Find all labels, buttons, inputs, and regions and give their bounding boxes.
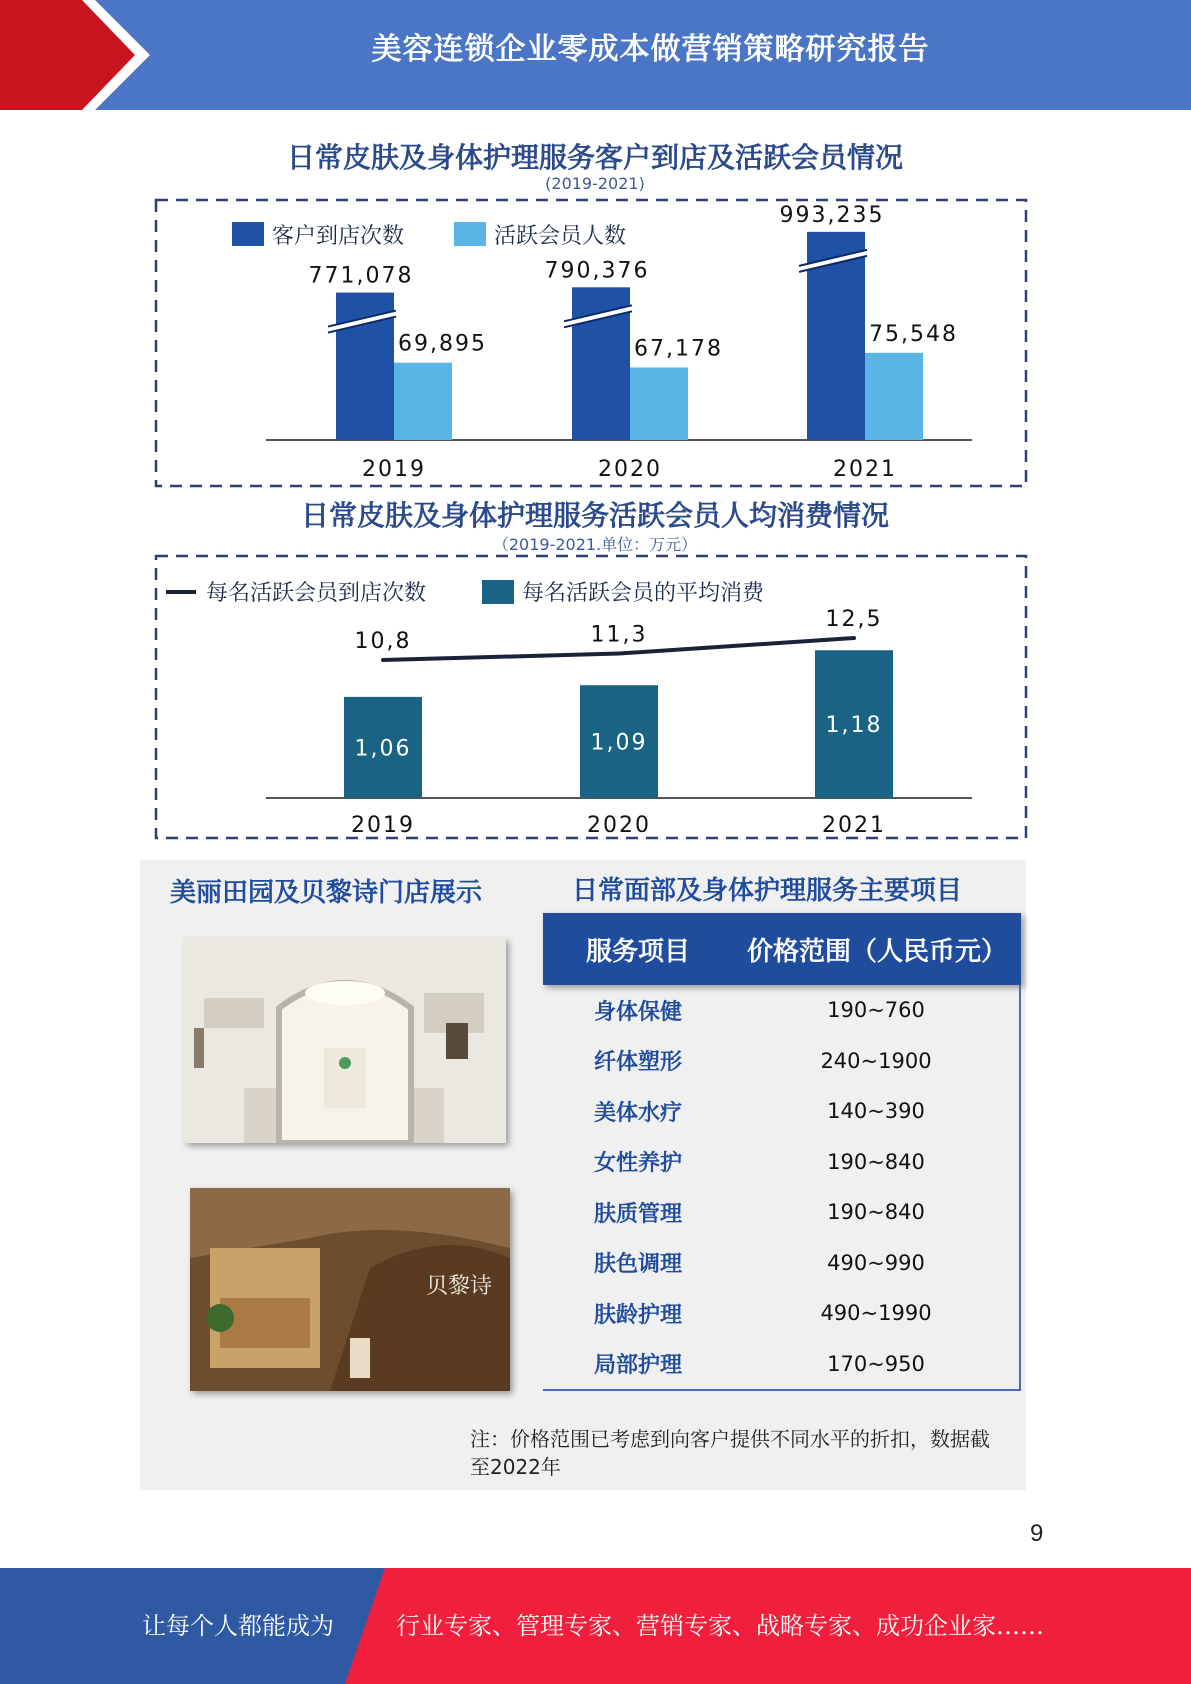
table-row (543, 1187, 1019, 1238)
chart2-title: 日常皮肤及身体护理服务活跃会员人均消费情况 (300, 499, 889, 532)
store-photo-1 (184, 938, 506, 1143)
service-price: 240~1900 (820, 1048, 932, 1073)
chart1-category-2019: 2019 (362, 457, 426, 482)
chart2-plot (140, 492, 1050, 842)
chart-visits-members (140, 128, 1050, 490)
table-body (543, 985, 1021, 1391)
service-price: 190~840 (827, 1200, 925, 1225)
service-price: 140~390 (827, 1099, 925, 1124)
service-price: 490~990 (827, 1250, 925, 1275)
footer-slogan-left: 让每个人都能成为 (142, 1612, 334, 1640)
chart1-label-members-2020: 67,178 (634, 336, 723, 362)
service-price: 190~760 (827, 998, 925, 1023)
table-row (543, 1238, 1019, 1289)
chart1-subtitle: (2019-2021) (545, 174, 645, 193)
chart1-category-2021: 2021 (833, 457, 897, 482)
chart2-legend-label-1: 每名活跃会员的平均消费 (522, 581, 765, 606)
page-number: 9 (1030, 1520, 1044, 1547)
store-photo-2 (190, 1188, 510, 1391)
chart1-title: 日常皮肤及身体护理服务客户到店及活跃会员情况 (286, 141, 903, 174)
table-row (543, 1137, 1019, 1188)
chart2-category-2021: 2021 (822, 813, 886, 838)
chart1-label-members-2019: 69,895 (398, 331, 487, 357)
table-row (543, 1086, 1019, 1137)
service-name: 美体水疗 (593, 1100, 682, 1126)
service-name: 肤龄护理 (593, 1302, 682, 1328)
table-header (543, 913, 1021, 985)
chart1-bar-members-2019 (394, 363, 452, 440)
chart1-category-2020: 2020 (598, 457, 662, 482)
chart1-label-visits-2021: 993,235 (779, 202, 885, 228)
table-row (543, 1339, 1019, 1390)
footer-slogan-right: 行业专家、管理专家、营销专家、战略专家、成功企业家…… (396, 1612, 1044, 1640)
table-row (543, 985, 1019, 1036)
service-price: 190~840 (827, 1149, 925, 1174)
chart1-bar-members-2020 (630, 367, 688, 440)
report-title: 美容连锁企业零成本做营销策略研究报告 (371, 32, 930, 67)
chart1-label-visits-2019: 771,078 (308, 263, 414, 289)
col-header-price: 价格范围（人民币元） (746, 936, 1007, 967)
services-title: 日常面部及身体护理服务主要项目 (572, 876, 963, 906)
chart2-bar-label-2020: 1,09 (590, 730, 648, 756)
chart2-line-label-2021: 12,5 (825, 607, 883, 632)
service-name: 局部护理 (593, 1353, 682, 1379)
store-photo-1-illustration (184, 938, 506, 1143)
chart2-subtitle: （2019-2021.单位：万元） (492, 535, 698, 554)
service-name: 肤质管理 (593, 1201, 682, 1227)
service-name: 身体保健 (593, 999, 682, 1025)
service-name: 纤体塑形 (593, 1050, 682, 1076)
chart1-bar-members-2021 (865, 353, 923, 440)
price-note: 注：价格范围已考虑到向客户提供不同水平的折扣，数据截至2022年 (470, 1427, 990, 1479)
chart2-category-2020: 2020 (587, 813, 651, 838)
store-sign: 贝黎诗 (426, 1274, 493, 1299)
chart1-label-visits-2020: 790,376 (544, 258, 650, 284)
table-row (543, 1288, 1019, 1339)
services-price-table (543, 913, 1021, 1391)
store-photo-2-illustration (190, 1188, 510, 1391)
lower-section (140, 860, 1026, 1490)
table-row (543, 1036, 1019, 1087)
stores-title: 美丽田园及贝黎诗门店展示 (170, 878, 483, 908)
chart2-line-label-2019: 10,8 (354, 629, 412, 654)
chart1-legend-swatch-1 (454, 222, 486, 246)
service-price: 170~950 (827, 1351, 925, 1376)
chart2-legend-label-0: 每名活跃会员到店次数 (206, 581, 427, 606)
chart-avg-spend (140, 492, 1050, 842)
chart2-legend-swatch (482, 580, 514, 604)
chart1-legend-label-1: 活跃会员人数 (494, 224, 627, 249)
chart2-bar-label-2019: 1,06 (354, 736, 412, 762)
header-arrow-decoration (0, 0, 160, 110)
service-name: 女性养护 (593, 1151, 682, 1177)
chart1-plot (140, 128, 1050, 490)
service-name: 肤色调理 (593, 1252, 682, 1278)
col-header-service: 服务项目 (585, 936, 690, 967)
page-header (0, 0, 1191, 110)
chart2-line-label-2020: 11,3 (590, 622, 648, 648)
chart2-category-2019: 2019 (351, 813, 415, 838)
page-footer (0, 1568, 1191, 1684)
service-price: 490~1990 (820, 1301, 932, 1326)
chart2-bar-label-2021: 1,18 (825, 713, 883, 739)
chart1-legend-swatch-0 (232, 222, 264, 246)
chart1-legend-label-0: 客户到店次数 (272, 224, 405, 249)
chart1-label-members-2021: 75,548 (869, 321, 958, 347)
